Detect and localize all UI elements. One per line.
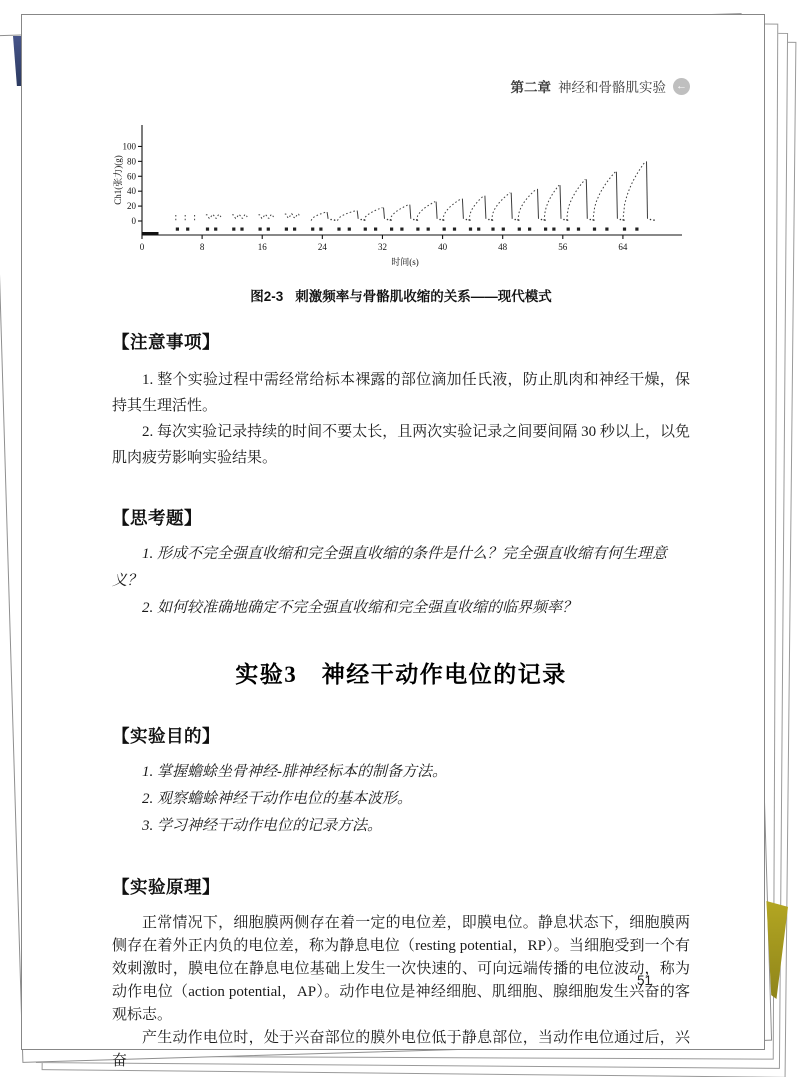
- experiment-title: 实验3 神经干动作电位的记录: [235, 662, 567, 687]
- svg-text:40: 40: [127, 186, 136, 197]
- notes-item-1: 1. 整个实验过程中需经常给标本裸露的部位滴加任氏液，防止肌肉和神经干燥，保持其生理活性。: [112, 372, 690, 414]
- question-item-1: 1. 形成不完全强直收缩和完全强直收缩的条件是什么？完全强直收缩有何生理意义？: [112, 546, 668, 589]
- purpose-item-3: 3. 学习神经干动作电位的记录方法。: [142, 818, 383, 834]
- section-heading-notes: 【注意事项】: [112, 332, 220, 352]
- svg-text:8: 8: [199, 242, 205, 252]
- tension-chart: [112, 121, 692, 271]
- svg-text:0: 0: [131, 216, 136, 226]
- svg-text:时间(s): 时间(s): [391, 257, 419, 267]
- question-item-2: 2. 如何较准确地确定不完全强直收缩和完全强直收缩的临界频率？: [142, 600, 578, 616]
- svg-text:Ch1(张力)(g): Ch1(张力)(g): [113, 155, 123, 205]
- svg-text:16: 16: [257, 242, 267, 252]
- principle-paragraph-2: 产生动作电位时，处于兴奋部位的膜外电位低于静息部位，当动作电位通过后，兴奋: [112, 1030, 690, 1069]
- svg-text:100: 100: [122, 141, 136, 152]
- svg-text:32: 32: [377, 242, 387, 252]
- figure-caption-text: 刺激频率与骨骼肌收缩的关系——现代模式: [295, 289, 552, 304]
- section-heading-principle: 【实验原理】: [112, 877, 220, 897]
- purpose-item-2: 2. 观察蟾蜍神经干动作电位的基本波形。: [142, 791, 413, 807]
- section-heading-questions: 【思考题】: [112, 508, 202, 528]
- svg-text:0: 0: [139, 242, 145, 252]
- svg-text:24: 24: [317, 242, 327, 252]
- svg-text:56: 56: [558, 242, 568, 252]
- svg-text:48: 48: [498, 242, 508, 252]
- chapter-label: 第二章: [510, 80, 551, 95]
- page-number: 51: [636, 973, 652, 988]
- svg-text:80: 80: [127, 156, 136, 167]
- chapter-title: 神经和骨骼肌实验: [558, 80, 666, 95]
- figure-2-3: [112, 121, 690, 305]
- svg-text:20: 20: [127, 201, 136, 212]
- figure-caption-label: 图2-3: [250, 289, 284, 304]
- section-heading-purpose: 【实验目的】: [112, 726, 220, 746]
- back-arrow-icon: ←: [673, 78, 690, 95]
- svg-text:40: 40: [438, 242, 448, 252]
- svg-text:60: 60: [127, 171, 136, 182]
- figure-caption: [112, 285, 690, 305]
- notes-item-2: 2. 每次实验记录持续的时间不要太长，且两次实验记录之间要间隔 30 秒以上，以免肌肉疲劳影响实验结果。: [112, 424, 690, 466]
- main-page: [21, 14, 765, 1069]
- page-header: [112, 77, 690, 95]
- svg-text:64: 64: [618, 242, 628, 252]
- purpose-item-1: 1. 掌握蟾蜍坐骨神经-腓神经标本的制备方法。: [142, 764, 447, 780]
- principle-paragraph-1: 正常情况下，细胞膜两侧存在着一定的电位差，即膜电位。静息状态下，细胞膜两侧存在着外正内负的电位差，称为静息电位（resting potential，RP）。当细胞受到一个有效刺激时，膜电位在静息电位基础上发生一次快速的、可向远端传播的电位波动，称为动作电位（action potential，AP）。动作电位是神经细胞、肌细胞、腺细胞发生兴奋的客观标志。: [112, 915, 690, 1023]
